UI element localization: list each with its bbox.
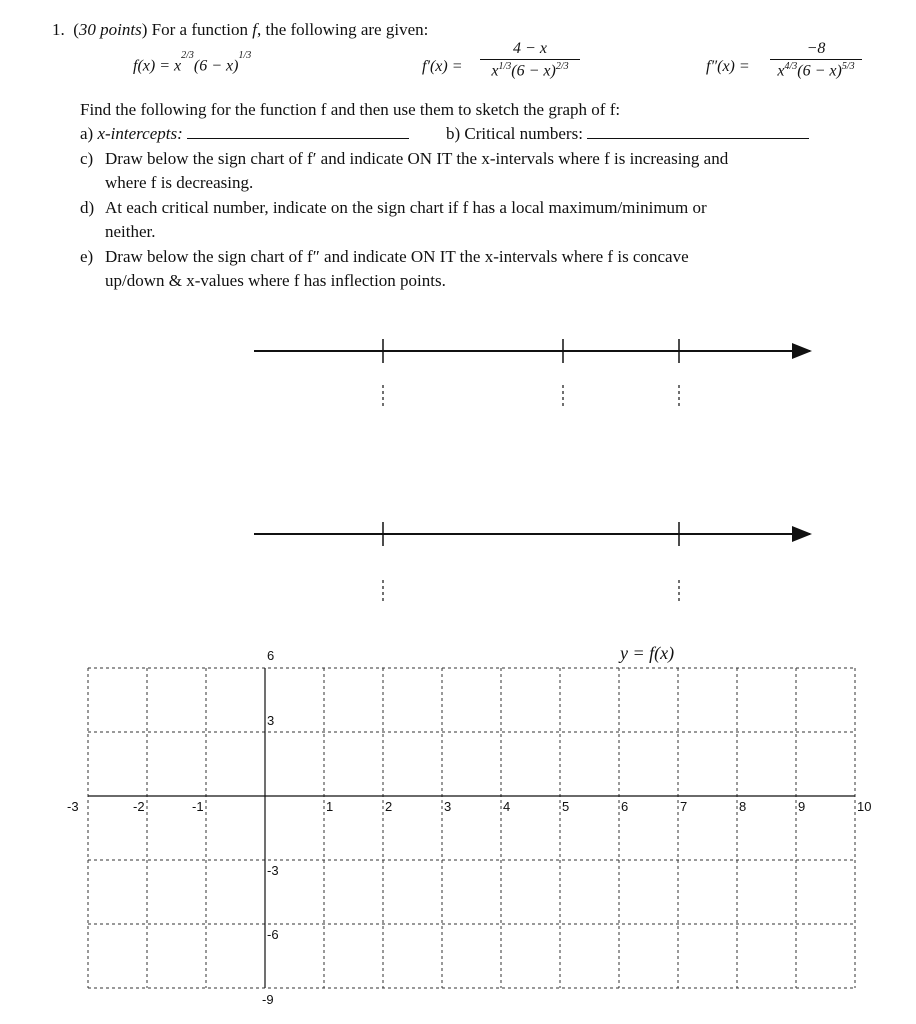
item-e-label: e) [80, 247, 94, 266]
item-d-line1: At each critical number, indicate on the sign chart if f has a local maximum/minimum or [105, 198, 707, 217]
formula-f: $f(x) = x^{2/3}(6 - x)^{1/3}$ [133, 50, 252, 75]
y-tick-label: 6 [267, 648, 275, 663]
fprime-sign-chart[interactable] [254, 339, 810, 407]
x-tick-label: 7 [680, 799, 688, 814]
instruction-lead: Find the following for the function f and then use them to sketch the graph of f: [80, 100, 621, 119]
x-tick-label: -2 [133, 799, 145, 814]
x-tick-label: -1 [192, 799, 204, 814]
function-name: f [252, 20, 257, 39]
x-tick-label: 10 [857, 799, 872, 814]
graph-grid[interactable] [88, 668, 855, 988]
formula-fdouble-lhs: f″(x) = [706, 58, 750, 75]
x-tick-label: 2 [385, 799, 393, 814]
problem-intro-tail: , the following are given: [256, 20, 429, 39]
x-tick-label: 1 [326, 799, 334, 814]
x-tick-label: 5 [562, 799, 570, 814]
y-tick-label: -6 [267, 927, 279, 942]
item-d-line2: neither. [105, 222, 156, 241]
item-c-label: c) [80, 149, 94, 168]
item-e-line2: up/down & x-values where f has inflection points. [105, 271, 446, 290]
x-tick-label: 9 [798, 799, 806, 814]
item-e-line1: Draw below the sign chart of f″ and indicate ON IT the x-intervals where f is concave [105, 247, 689, 266]
x-tick-label: 3 [444, 799, 452, 814]
y-tick-label: -3 [267, 863, 279, 878]
formula-fdouble-fraction: −8 $x^{4/3}(6 - x)^{5/3}$ [770, 40, 862, 80]
x-tick-label: 4 [503, 799, 511, 814]
y-tick-label: 3 [267, 713, 275, 728]
formula-fprime-lhs: f′(x) = [422, 58, 463, 75]
fdouble-sign-chart[interactable] [254, 522, 810, 602]
fdouble-numerator: −8 [806, 40, 826, 57]
x-tick-label: -3 [67, 799, 79, 814]
item-c-line2: where f is decreasing. [105, 173, 254, 192]
problem-number: 1. [52, 20, 65, 39]
item-a-text: x-intercepts: [97, 124, 183, 143]
x-tick-label: 8 [739, 799, 747, 814]
graph-title: y = f(x) [620, 643, 675, 663]
item-b: b) Critical numbers: [446, 124, 809, 144]
item-a: a) x-intercepts: [80, 124, 409, 144]
fprime-numerator: 4 − x [513, 40, 547, 57]
problem-header: 1. (30 points) For a function f, the following are given: [52, 20, 429, 39]
formula-fprime-fraction: 4 − x $x^{1/3}(6 - x)^{2/3}$ [480, 40, 580, 80]
item-d-label: d) [80, 198, 95, 217]
y-tick-label: -9 [262, 992, 274, 1007]
item-c-line1: Draw below the sign chart of f′ and indicate ON IT the x-intervals where f is increasing and [105, 149, 729, 168]
problem-intro: For a function [151, 20, 248, 39]
x-tick-label: 6 [621, 799, 629, 814]
